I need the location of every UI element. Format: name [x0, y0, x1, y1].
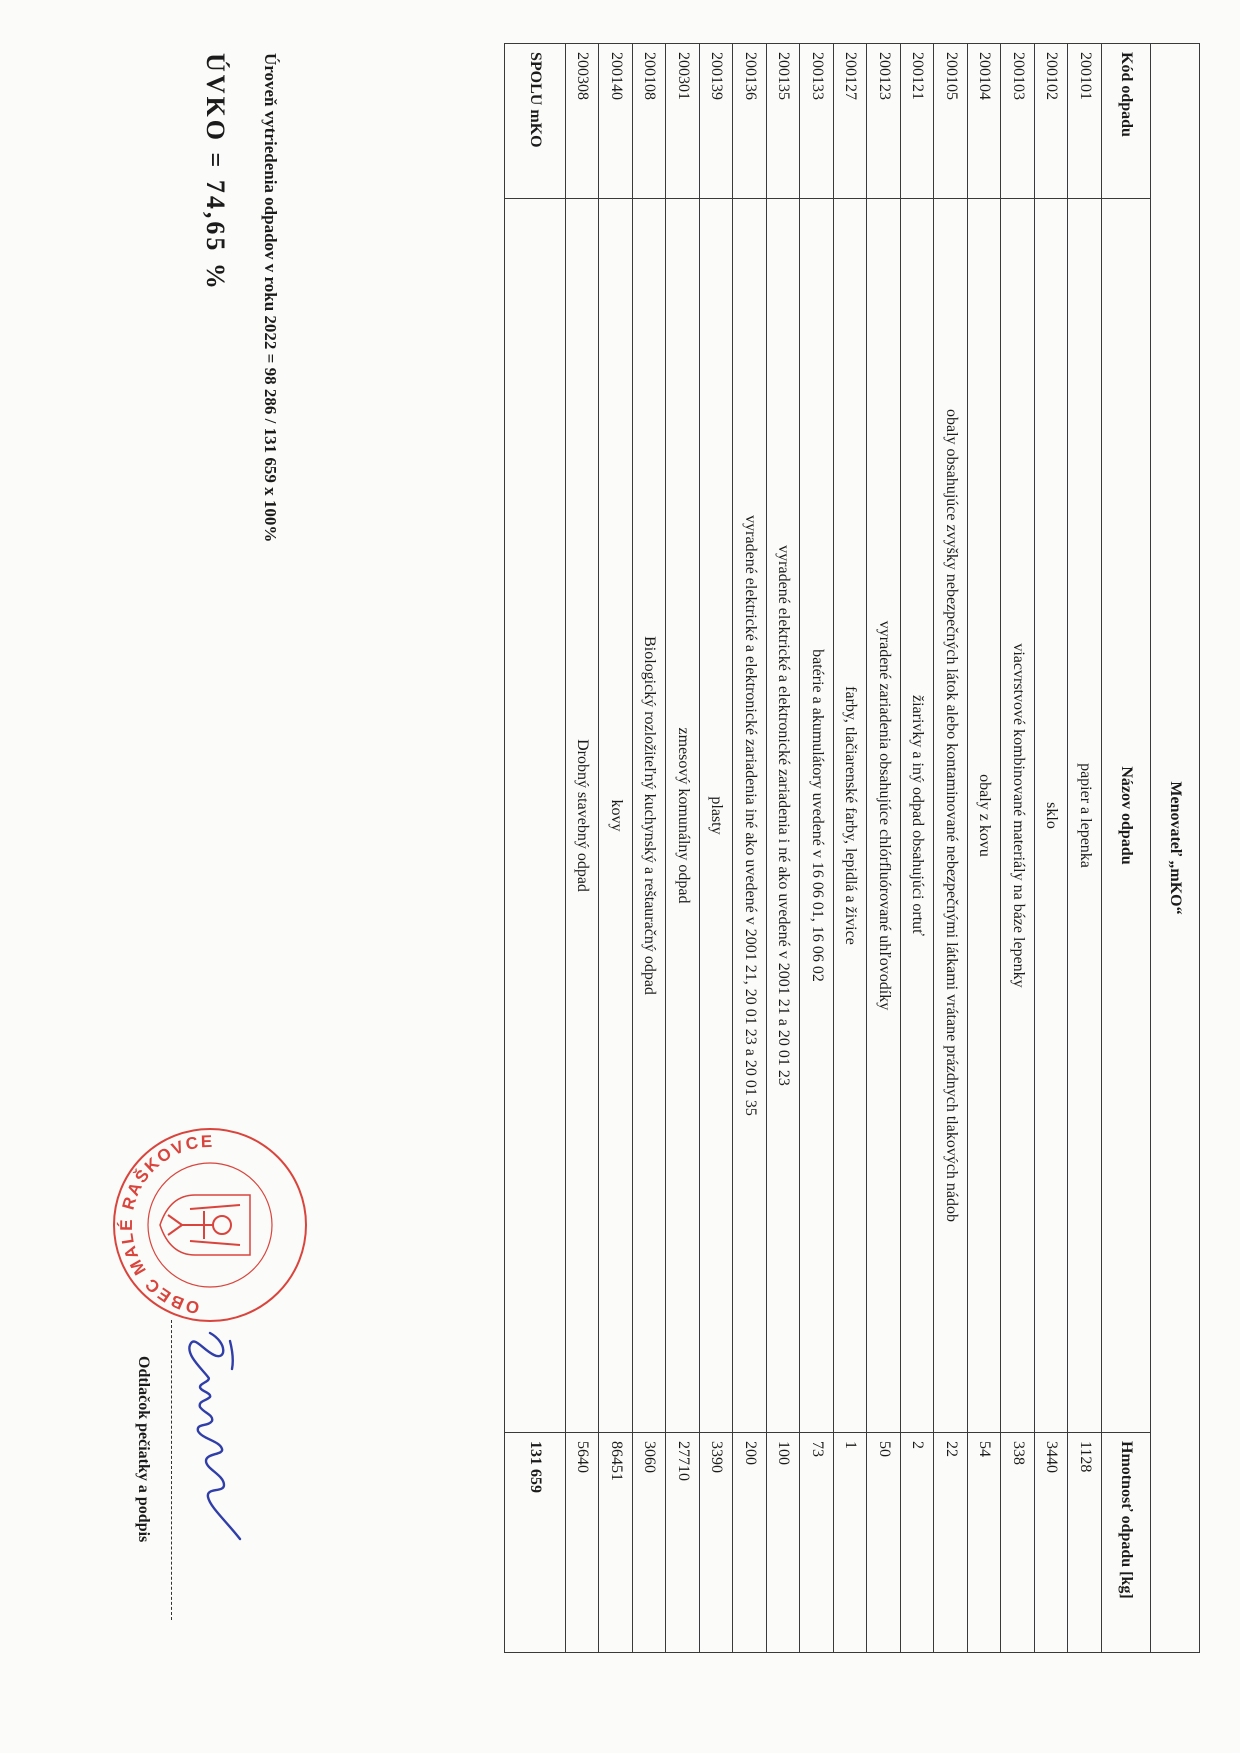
signature-caption: Odtlačok pečiatky a podpis	[135, 1356, 152, 1543]
table-header-row	[1102, 44, 1151, 1653]
uvko-result: ÚVKO = 74,65 %	[201, 53, 230, 292]
table-row	[566, 44, 600, 1653]
cell-code: 200102	[1035, 44, 1069, 199]
cell-code: 200104	[968, 44, 1002, 199]
waste-table	[504, 43, 1200, 1653]
header-code: Kód odpadu	[1102, 44, 1151, 199]
cell-name: zmesový komunálny odpad	[666, 199, 700, 1433]
cell-name: vyradené elektrické a elektronické zariadenia iné ako uvedené v 2001 21, 20 01 23 a 20 01 35	[733, 199, 767, 1433]
table-row	[800, 44, 834, 1653]
cell-mass: 100	[767, 1433, 801, 1653]
table-title-row	[1151, 44, 1200, 1653]
cell-name: vyradené elektrické a elektronické zariadenia i né ako uvedené v 2001 21 a 20 01 23	[767, 199, 801, 1433]
cell-code: 200101	[1068, 44, 1102, 199]
table-row	[666, 44, 700, 1653]
table-row	[867, 44, 901, 1653]
stamp-seal-graphic	[114, 1129, 306, 1321]
cell-code: 200301	[666, 44, 700, 199]
cell-name: batérie a akumulátory uvedené v 16 06 01, 16 06 02	[800, 199, 834, 1433]
header-mass: Hmotnosť odpadu [kg]	[1102, 1433, 1151, 1653]
cell-mass: 1	[834, 1433, 868, 1653]
cell-code: 200308	[566, 44, 600, 199]
stamp-text: OBEC MALÉ RAŠKOVCE	[116, 1131, 215, 1318]
cell-code: 200127	[834, 44, 868, 199]
table-row	[968, 44, 1002, 1653]
table-row	[700, 44, 734, 1653]
handwritten-signature	[160, 1325, 250, 1565]
cell-name: obaly z kovu	[968, 199, 1002, 1433]
cell-code: 200136	[733, 44, 767, 199]
table-row	[1001, 44, 1035, 1653]
cell-name: Drobný stavebný odpad	[566, 199, 600, 1433]
total-spacer	[505, 199, 566, 1433]
table-row	[1035, 44, 1069, 1653]
cell-mass: 1128	[1068, 1433, 1102, 1653]
cell-mass: 200	[733, 1433, 767, 1653]
cell-name: farby, tlačiarenské farby, lepidlá a živice	[834, 199, 868, 1433]
cell-name: viacvrstvové kombinované materiály na báze lepenky	[1001, 199, 1035, 1433]
table-row	[901, 44, 935, 1653]
cell-code: 200108	[633, 44, 667, 199]
cell-code: 200105	[934, 44, 968, 199]
cell-code: 200121	[901, 44, 935, 199]
cell-mass: 3390	[700, 1433, 734, 1653]
cell-name: kovy	[599, 199, 633, 1433]
sorting-level-formula: Úroveň vytriedenia odpadov v roku 2022 = 98 286 / 131 659 x 100%	[261, 53, 280, 543]
cell-mass: 54	[968, 1433, 1002, 1653]
municipal-stamp	[110, 1125, 310, 1325]
table-row	[934, 44, 968, 1653]
total-mass: 131 659	[505, 1433, 566, 1653]
cell-name: Biologický rozložiteľný kuchynský a reštauračný odpad	[633, 199, 667, 1433]
total-label: SPOLU mKO	[505, 44, 566, 199]
cell-code: 200133	[800, 44, 834, 199]
cell-mass: 5640	[566, 1433, 600, 1653]
cell-name: vyradené zariadenia obsahujúce chlórfluórované uhľovodíky	[867, 199, 901, 1433]
table-total-row	[505, 44, 566, 1653]
cell-code: 200135	[767, 44, 801, 199]
table-title: Menovateľ „mKO“	[1151, 44, 1200, 1653]
header-name: Názov odpadu	[1102, 199, 1151, 1433]
cell-code: 200123	[867, 44, 901, 199]
cell-mass: 86451	[599, 1433, 633, 1653]
cell-name: sklo	[1035, 199, 1069, 1433]
table-row	[767, 44, 801, 1653]
signature-line	[171, 1320, 172, 1620]
table-row	[633, 44, 667, 1653]
cell-mass: 22	[934, 1433, 968, 1653]
cell-name: obaly obsahujúce zvyšky nebezpečných látok alebo kontaminované nebezpečnými látkami vrátane prázdnych tlakových nádob	[934, 199, 968, 1433]
cell-code: 200140	[599, 44, 633, 199]
cell-code: 200103	[1001, 44, 1035, 199]
cell-name: žiarivky a iný odpad obsahujúci ortuť	[901, 199, 935, 1433]
table-row	[599, 44, 633, 1653]
cell-mass: 3060	[633, 1433, 667, 1653]
cell-mass: 73	[800, 1433, 834, 1653]
cell-name: papier a lepenka	[1068, 199, 1102, 1433]
table-row	[1068, 44, 1102, 1653]
table-row	[733, 44, 767, 1653]
cell-code: 200139	[700, 44, 734, 199]
cell-mass: 3440	[1035, 1433, 1069, 1653]
cell-mass: 27710	[666, 1433, 700, 1653]
table-row	[834, 44, 868, 1653]
table-body	[566, 44, 1102, 1653]
cell-mass: 2	[901, 1433, 935, 1653]
cell-mass: 50	[867, 1433, 901, 1653]
cell-mass: 338	[1001, 1433, 1035, 1653]
cell-name: plasty	[700, 199, 734, 1433]
